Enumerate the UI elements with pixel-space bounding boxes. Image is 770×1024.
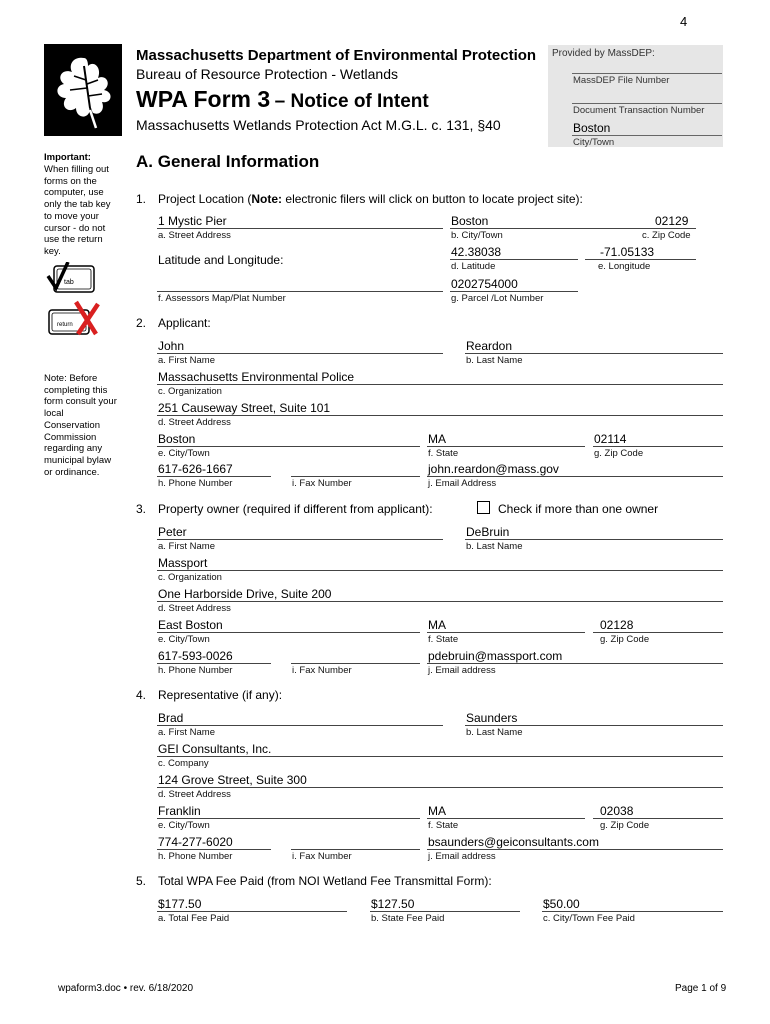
more-owners-checkbox[interactable] [477,501,490,514]
q2-email-line [427,476,723,477]
q5-state-fee-value[interactable]: $127.50 [371,897,415,911]
q4-org-line [157,756,723,757]
q1-parcel-label: g. Parcel /Lot Number [451,293,544,304]
agency-name: Massachusetts Department of Environmental Protection [136,47,537,64]
doc-txn-label: Document Transaction Number [573,105,705,116]
q2-last-line [465,353,723,354]
q2-first-line [157,353,443,354]
q4-street-value[interactable]: 124 Grove Street, Suite 300 [158,773,307,787]
q3-fax-label: i. Fax Number [292,665,352,676]
q3-first-label: a. First Name [158,541,216,552]
q4-last-label: b. Last Name [466,727,523,738]
q4-text: Representative (if any): [158,688,283,702]
q3-street-value[interactable]: One Harborside Drive, Suite 200 [158,587,332,601]
q4-first-value[interactable]: Brad [158,711,184,725]
q1-street-value[interactable]: 1 Mystic Pier [158,214,227,228]
q3-org-label: c. Organization [158,572,222,583]
q5-text: Total WPA Fee Paid (from NOI Wetland Fee Transmittal Form): [158,874,492,888]
q5-city-fee-line [542,911,723,912]
q2-number: 2. [136,316,147,330]
q1-parcel-line [450,291,578,292]
q4-zip-label: g. Zip Code [600,820,650,831]
q1-text-prefix: Project Location ( [158,192,252,206]
q2-first-label: a. First Name [158,355,216,366]
q3-zip-line [593,632,723,633]
q5-total-value[interactable]: $177.50 [158,897,202,911]
q1-city-value[interactable]: Boston [451,214,489,228]
q2-last-label: b. Last Name [466,355,523,366]
q1-latitude-value[interactable]: 42.38038 [451,245,502,259]
q1-longitude-label: e. Longitude [598,261,651,272]
q3-phone-label: h. Phone Number [158,665,233,676]
q1-longitude-line [585,259,696,260]
q4-city-label: e. City/Town [158,820,210,831]
q3-state-line [427,632,585,633]
q2-email-label: j. Email Address [428,478,497,489]
q5-state-fee-line [370,911,520,912]
bureau-name: Bureau of Resource Protection - Wetlands [136,66,398,82]
q2-last-value[interactable]: Reardon [466,339,513,353]
q2-zip-label: g. Zip Code [594,448,644,459]
q3-last-line [465,539,723,540]
q2-org-value[interactable]: Massachusetts Environmental Police [158,370,355,384]
q4-email-line [427,849,723,850]
q2-phone-label: h. Phone Number [158,478,233,489]
more-owners-checkbox-label: Check if more than one owner [498,502,659,516]
q3-last-value[interactable]: DeBruin [466,525,510,539]
city-town-value[interactable]: Boston [573,121,611,135]
q4-first-label: a. First Name [158,727,216,738]
q3-first-value[interactable]: Peter [158,525,187,539]
footer-doc: wpaform3.doc • rev. 6/18/2020 [58,983,194,994]
q2-city-line [157,446,420,447]
q2-state-line [427,446,585,447]
q4-state-label: f. State [428,820,459,831]
note-text: Note: Before completing this form consult your local Conservation Commission regarding any municipal bylaw or ordinance. [44,373,117,478]
q2-street-line [157,415,723,416]
q3-state-label: f. State [428,634,459,645]
q1-city-zip-line [450,228,696,229]
q4-email-value[interactable]: bsaunders@geiconsultants.com [428,835,599,849]
q2-email-value[interactable]: john.reardon@mass.gov [428,462,559,476]
q2-city-label: e. City/Town [158,448,210,459]
q1-latlong-label: Latitude and Longitude: [158,253,284,267]
q4-state-value[interactable]: MA [428,804,446,818]
city-town-label: City/Town [573,137,615,148]
q3-street-label: d. Street Address [158,603,231,614]
q4-phone-label: h. Phone Number [158,851,233,862]
q4-city-value[interactable]: Franklin [158,804,201,818]
q2-zip-value[interactable]: 02114 [594,432,627,446]
q1-zip-label: c. Zip Code [642,230,691,241]
doc-txn-line [572,103,722,104]
q3-email-value[interactable]: pdebruin@massport.com [428,649,563,663]
oak-leaf-icon [44,44,122,136]
q5-total-line [157,911,347,912]
q4-zip-value[interactable]: 02038 [600,804,634,818]
q4-org-value[interactable]: GEI Consultants, Inc. [158,742,272,756]
q4-city-line [157,818,420,819]
q2-org-label: c. Organization [158,386,222,397]
file-number-label: MassDEP File Number [573,75,670,86]
q3-zip-label: g. Zip Code [600,634,650,645]
form-title-wrap [136,86,429,113]
q2-state-label: f. State [428,448,459,459]
massdep-logo [44,44,122,136]
q2-city-value[interactable]: Boston [158,432,196,446]
important-title: Important: [44,152,91,163]
form-subtitle: – Notice of Intent [274,91,429,112]
q2-fax-label: i. Fax Number [292,478,352,489]
city-town-line [572,135,722,136]
return-key-icon [46,300,102,336]
q1-street-line [157,228,443,229]
q5-state-fee-label: b. State Fee Paid [371,913,445,924]
q4-fax-line [291,849,420,850]
q1-map-plat-label: f. Assessors Map/Plat Number [158,293,286,304]
q3-phone-line [157,663,271,664]
q1-latitude-line [450,259,578,260]
q3-text: Property owner (required if different from applicant): [158,502,433,516]
q3-number: 3. [136,502,147,516]
q3-org-value[interactable]: Massport [158,556,208,570]
q2-phone-value[interactable]: 617-626-1667 [158,462,233,476]
provided-by-label: Provided by MassDEP: [552,48,655,59]
q1-longitude-value[interactable]: -71.05133 [600,245,655,259]
q3-phone-value[interactable]: 617-593-0026 [158,649,233,663]
q4-street-label: d. Street Address [158,789,231,800]
svg-text:return: return [57,322,73,328]
q4-last-line [465,725,723,726]
section-a-title: A. General Information [136,152,320,171]
q5-total-label: a. Total Fee Paid [158,913,230,924]
q3-first-line [157,539,443,540]
q4-street-line [157,787,723,788]
q4-phone-value[interactable]: 774-277-6020 [158,835,233,849]
footer-page: Page 1 of 9 [675,983,727,994]
q2-street-value[interactable]: 251 Causeway Street, Suite 101 [158,401,331,415]
q3-state-value[interactable]: MA [428,618,446,632]
q1-street-label: a. Street Address [158,230,231,241]
page-number: 4 [680,14,688,29]
q1-text-bold: Note: [251,192,283,206]
q4-state-line [427,818,585,819]
q2-first-value[interactable]: John [158,339,185,353]
q1-parcel-value[interactable]: 0202754000 [451,277,518,291]
massdep-box [548,45,723,147]
q2-text: Applicant: [158,316,211,330]
q2-zip-line [593,446,723,447]
q1-map-plat-line [157,291,443,292]
tab-key-icon [46,262,96,296]
q1-zip-value[interactable]: 02129 [655,214,689,228]
q4-phone-line [157,849,271,850]
q1-number: 1. [136,192,147,206]
q3-email-line [427,663,723,664]
q2-street-label: d. Street Address [158,417,231,428]
svg-text:tab: tab [64,279,74,286]
q4-fax-label: i. Fax Number [292,851,352,862]
q4-email-label: j. Email address [428,851,496,862]
q2-fax-line [291,476,420,477]
q3-zip-value[interactable]: 02128 [600,618,634,632]
q1-text [158,192,583,206]
q1-latitude-label: d. Latitude [451,261,496,272]
q3-last-label: b. Last Name [466,541,523,552]
q4-first-line [157,725,443,726]
act-citation: Massachusetts Wetlands Protection Act M.G.L. c. 131, §40 [136,117,501,133]
important-text: When filling out forms on the computer, use only the tab key to move your cursor - do not use the return key. [44,164,111,257]
q4-org-label: c. Company [158,758,209,769]
q5-city-fee-value[interactable]: $50.00 [543,897,580,911]
q2-state-value[interactable]: MA [428,432,446,446]
q3-city-value[interactable]: East Boston [158,618,223,632]
q5-city-fee-label: c. City/Town Fee Paid [543,913,635,924]
q4-zip-line [593,818,723,819]
doc-txn-field[interactable] [572,90,722,102]
q2-org-line [157,384,723,385]
q3-city-line [157,632,420,633]
q4-number: 4. [136,688,147,702]
q4-last-value[interactable]: Saunders [466,711,518,725]
q3-street-line [157,601,723,602]
q5-number: 5. [136,874,147,888]
file-number-field[interactable] [572,61,722,73]
q2-phone-line [157,476,271,477]
form-title: WPA Form 3 [136,86,271,112]
q1-text-suffix: electronic filers will click on button to locate project site): [282,192,583,206]
q3-email-label: j. Email address [428,665,496,676]
q3-fax-line [291,663,420,664]
file-number-line [572,73,722,74]
q3-org-line [157,570,723,571]
q1-city-label: b. City/Town [451,230,503,241]
q3-city-label: e. City/Town [158,634,210,645]
